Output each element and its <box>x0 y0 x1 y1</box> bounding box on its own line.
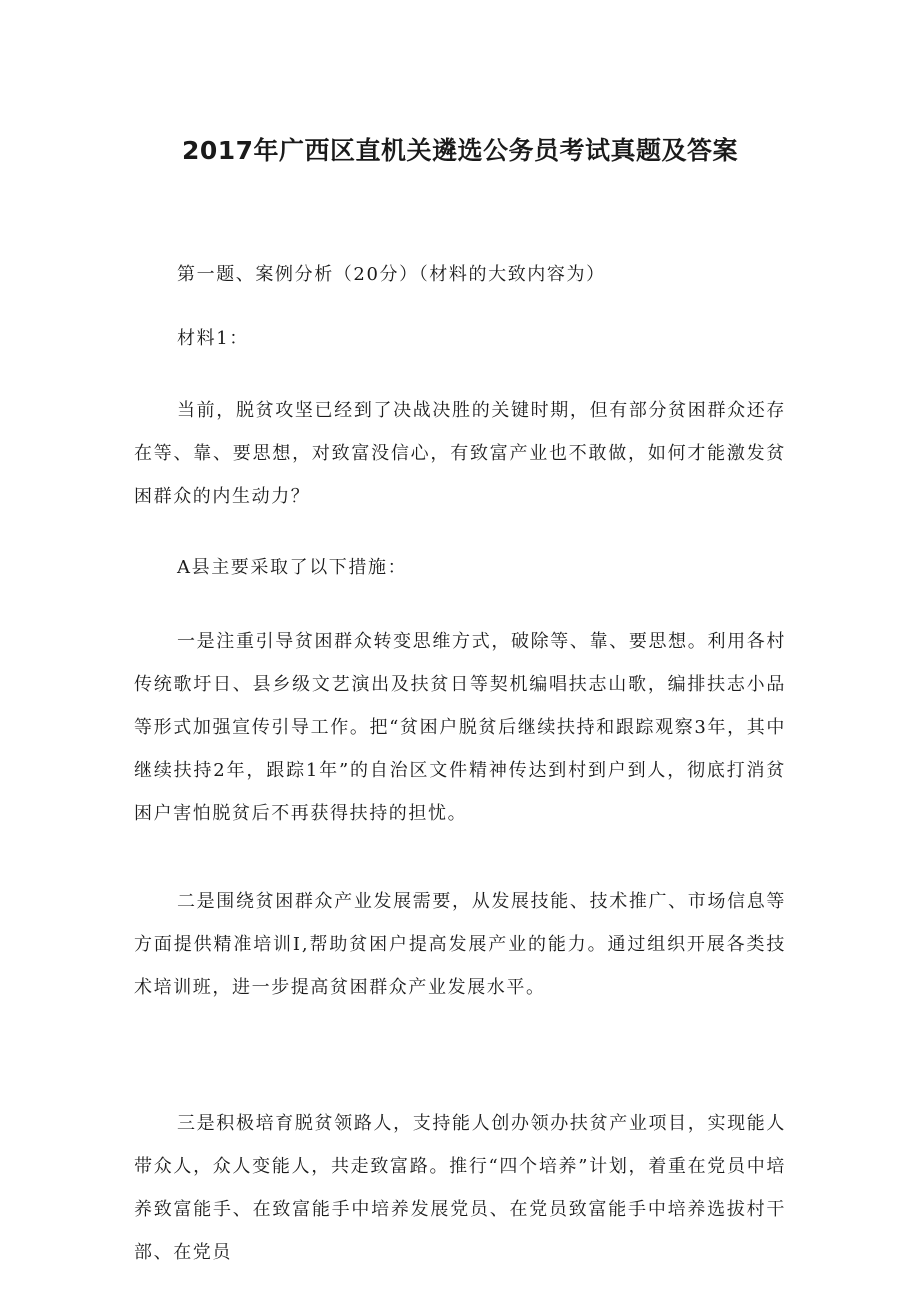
paragraph-measure-3: 三是积极培育脱贫领路人，支持能人创办领办扶贫产业项目，实现能人带众人，众人变能人，共走致富路。推行“四个培养”计划，着重在党员中培养致富能手、在致富能手中培养发展党员、在党员致富能手中培养选拔村干部、在党员 <box>134 1113 786 1263</box>
paragraph-measure-1: 一是注重引导贫困群众转变思维方式，破除等、靠、要思想。利用各村传统歌圩日、县乡级文艺演出及扶贫日等契机编唱扶志山歌，编排扶志小品等形式加强宣传引导工作。把“贫困户脱贫后继续扶持和跟踪观察3年，其中继续扶持2年，跟踪1年”的自治区文件精神传达到村到户到人，彻底打消贫困户害怕脱贫后不再获得扶持的担忧。 <box>134 631 786 824</box>
paragraph-measure-2: 二是围绕贫困群众产业发展需要，从发展技能、技术推广、市场信息等方面提供精准培训Ⅰ,帮助贫困户提高发展产业的能力。通过组织开展各类技术培训班，进一步提高贫困群众产业发展水平。 <box>134 891 786 998</box>
section-heading: 第一题、案例分析（20分）（材料的大致内容为） <box>177 264 606 285</box>
paragraph-measures-lead: A县主要采取了以下措施： <box>177 557 408 578</box>
material-label: 材料1： <box>177 328 249 349</box>
document-title: 2017年广西区直机关遴选公务员考试真题及答案 <box>181 135 739 165</box>
paragraph-intro: 当前，脱贫攻坚已经到了决战决胜的关键时期，但有部分贫困群众还存在等、靠、要思想，对致富没信心，有致富产业也不敢做，如何才能激发贫困群众的内生动力？ <box>134 400 786 507</box>
